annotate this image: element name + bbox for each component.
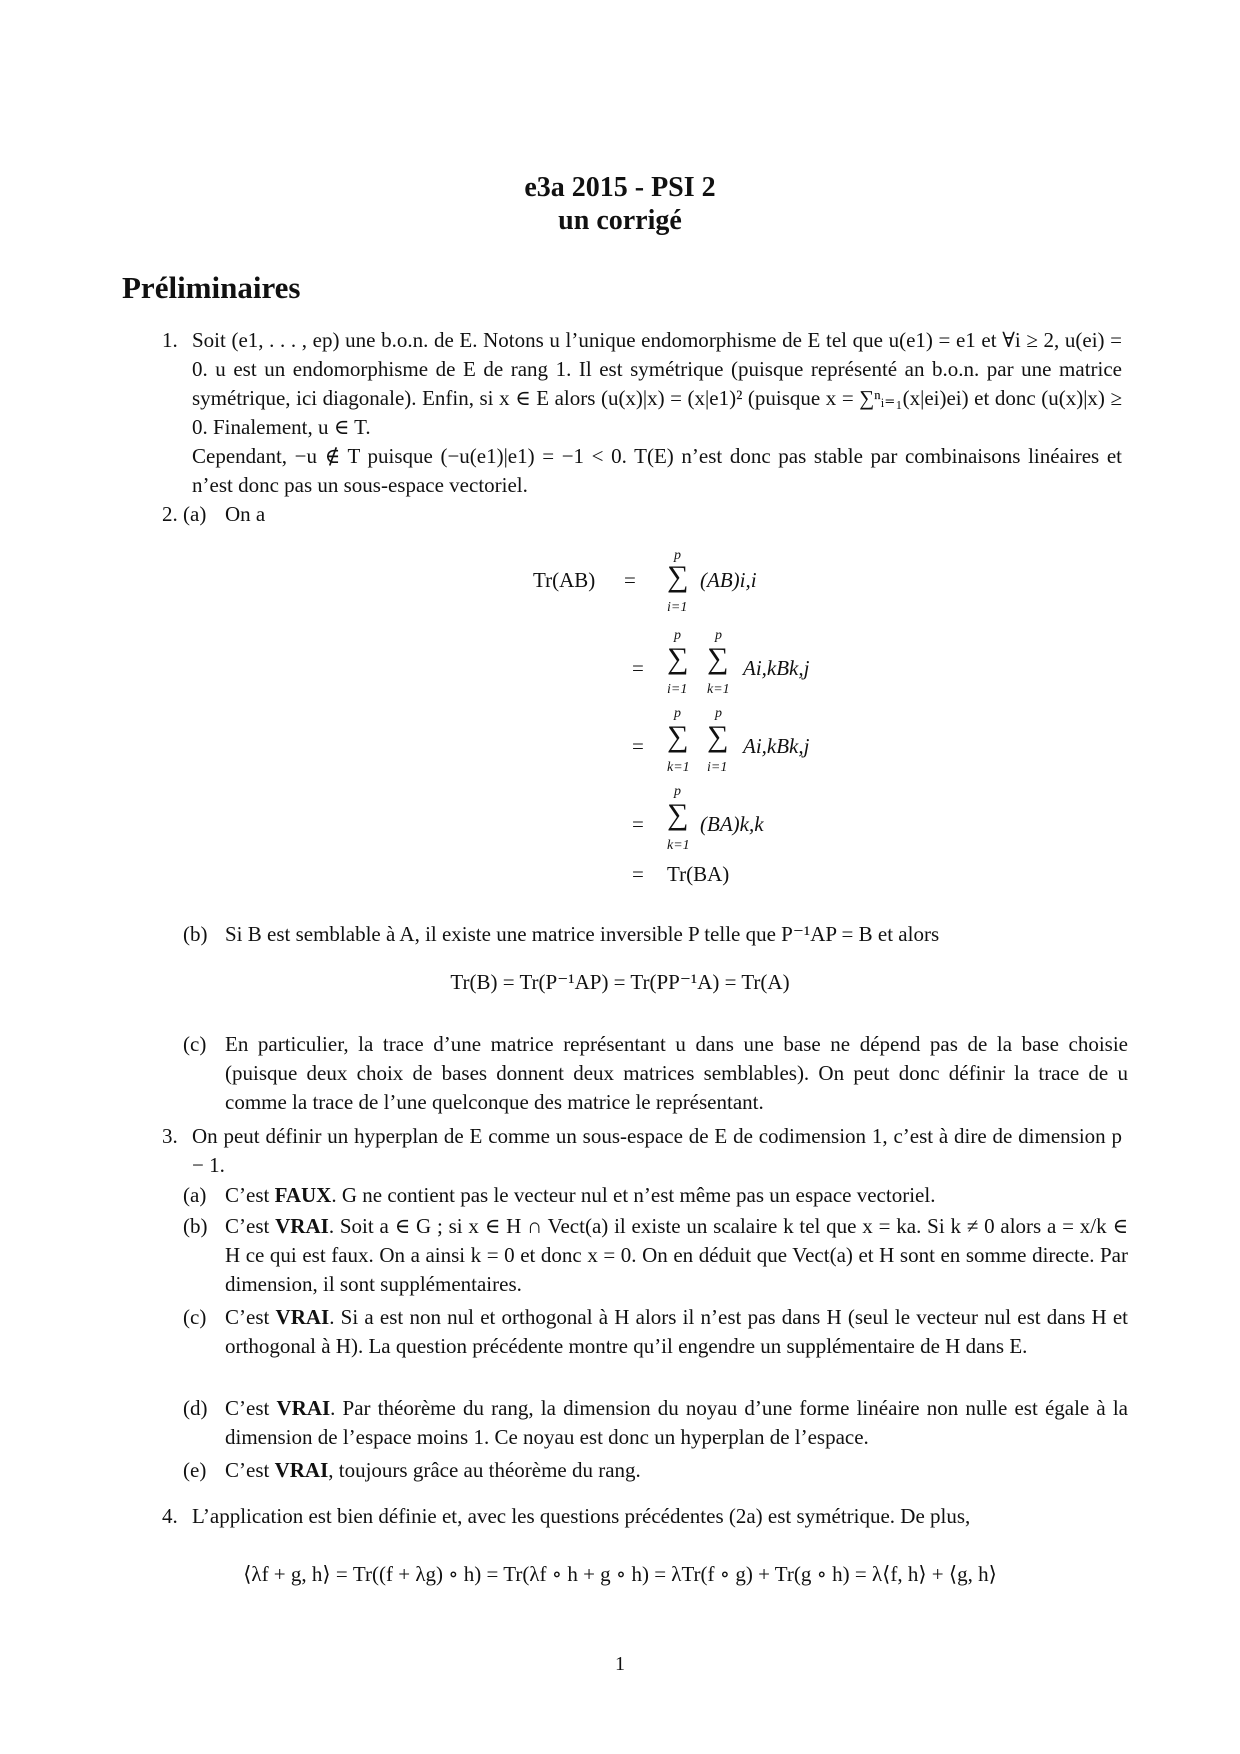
sum-lower: i=1 bbox=[667, 682, 688, 697]
sum-symbol: ∑ bbox=[667, 642, 689, 675]
question-3 bbox=[162, 1122, 1122, 1180]
question-2c bbox=[183, 1030, 1128, 1117]
question-3c-text: . Si a est non nul et orthogonal à H alors il n’est pas dans H (seul le vecteur nul est dans H et orthogonal à H). La question précédente montre qu’il engendre un supplémentaire de H dans E. bbox=[225, 1305, 1129, 1358]
question-3e bbox=[183, 1456, 1128, 1485]
section-title: Préliminaires bbox=[122, 270, 301, 305]
sum-upper: p bbox=[674, 548, 681, 563]
sub-label: (b) bbox=[183, 1214, 208, 1238]
question-3a-text: . G ne contient pas le vecteur nul et n’est même pas un espace vectoriel. bbox=[331, 1183, 936, 1207]
question-4 bbox=[162, 1502, 1122, 1531]
sub-label: (a) bbox=[183, 1183, 207, 1207]
question-2a-text: On a bbox=[225, 502, 266, 526]
question-3a bbox=[183, 1181, 1128, 1210]
question-3c bbox=[183, 1303, 1128, 1361]
answer-verdict: FAUX bbox=[274, 1183, 332, 1207]
answer-verdict: VRAI bbox=[275, 1214, 329, 1238]
eq-row-2: Ai,kBk,j bbox=[743, 656, 810, 680]
sub-label: (a) bbox=[183, 502, 207, 526]
question-2b-text: Si B est semblable à A, il existe une matrice inversible P telle que P⁻¹AP = B et alors bbox=[225, 922, 940, 946]
answer-prefix: C’est bbox=[225, 1183, 275, 1207]
eq-row-1: (AB)i,i bbox=[700, 568, 757, 592]
sub-label: (e) bbox=[183, 1458, 207, 1482]
sum-symbol: ∑ bbox=[667, 798, 689, 831]
answer-prefix: C’est bbox=[225, 1396, 277, 1420]
eq-row-3: Ai,kBk,j bbox=[743, 734, 810, 758]
question-2c-text: En particulier, la trace d’une matrice représentant u dans une base ne dépend pas de la base choisie (puisque deux choix de bases donnent deux matrices semblables). On peut donc définir la trace de u comme la trace de l’une quelconque des matrice le représentant. bbox=[225, 1032, 1128, 1114]
question-2a bbox=[183, 500, 1128, 529]
sum-lower: k=1 bbox=[667, 760, 690, 775]
sub-label: (b) bbox=[183, 922, 208, 946]
question-3-text: On peut définir un hyperplan de E comme un sous-espace de E de codimension 1, c’est à dire de dimension p − 1. bbox=[192, 1124, 1122, 1177]
question-2b bbox=[183, 920, 1128, 949]
question-3b bbox=[183, 1212, 1128, 1299]
question-3d-text: . Par théorème du rang, la dimension du noyau d’une forme linéaire non nulle est égale à la dimension de l’espace moins 1. Ce noyau est donc un hyperplan de l’espace. bbox=[225, 1396, 1129, 1449]
question-1 bbox=[162, 326, 1122, 500]
eq-sign: = bbox=[632, 862, 644, 886]
question-3b-text: . Soit a ∈ G ; si x ∈ H ∩ Vect(a) il existe un scalaire k tel que x = ka. Si k ≠ 0 alors a = x/k ∈ H ce qui est faux. On a ainsi k = 0 et donc x = 0. On en déduit que Vect(a) et H sont en somme directe. Par dimension, il sont supplémentaires. bbox=[225, 1214, 1128, 1296]
question-number: 1. bbox=[162, 328, 178, 352]
eq-sign: = bbox=[624, 568, 636, 592]
sum-lower: k=1 bbox=[667, 838, 690, 853]
eq-row-4: (BA)k,k bbox=[700, 812, 764, 836]
sum-symbol: ∑ bbox=[707, 642, 729, 675]
similarity-equation: Tr(B) = Tr(P⁻¹AP) = Tr(PP⁻¹A) = Tr(A) bbox=[450, 970, 790, 994]
question-3e-text: , toujours grâce au théorème du rang. bbox=[328, 1458, 641, 1482]
question-3d bbox=[183, 1394, 1128, 1452]
sum-upper: p bbox=[715, 628, 722, 643]
question-1-text-2: Cependant, −u ∉ T puisque (−u(e1)|e1) = −1 < 0. T(E) n’est donc pas stable par combinaisons linéaires et n’est donc pas un sous-espace vectoriel. bbox=[192, 444, 1122, 497]
answer-verdict: VRAI bbox=[274, 1458, 329, 1482]
sum-symbol: ∑ bbox=[667, 560, 689, 593]
sum-lower: k=1 bbox=[707, 682, 730, 697]
sum-lower: i=1 bbox=[667, 600, 688, 615]
scalar-product-equation: ⟨λf + g, h⟩ = Tr((f + λg) ∘ h) = Tr(λf ∘ h + g ∘ h) = λTr(f ∘ g) + Tr(g ∘ h) = λ⟨f, h⟩ + ⟨g, h⟩ bbox=[243, 1562, 997, 1586]
answer-verdict: VRAI bbox=[275, 1305, 330, 1329]
eq-sign: = bbox=[632, 734, 644, 758]
sum-symbol: ∑ bbox=[667, 720, 689, 753]
eq-lhs: Tr(AB) bbox=[533, 568, 596, 592]
sub-label: (c) bbox=[183, 1032, 207, 1056]
sum-upper: p bbox=[715, 706, 722, 721]
sum-upper: p bbox=[674, 706, 681, 721]
answer-verdict: VRAI bbox=[276, 1396, 331, 1420]
sum-upper: p bbox=[674, 628, 681, 643]
document-title: e3a 2015 - PSI 2 bbox=[524, 172, 716, 203]
eq-sign: = bbox=[632, 812, 644, 836]
answer-prefix: C’est bbox=[225, 1214, 276, 1238]
question-number: 2. bbox=[162, 502, 178, 526]
question-number: 4. bbox=[162, 1504, 178, 1528]
sum-lower: i=1 bbox=[707, 760, 728, 775]
eq-row-5: Tr(BA) bbox=[667, 862, 730, 886]
answer-prefix: C’est bbox=[225, 1458, 275, 1482]
answer-prefix: C’est bbox=[225, 1305, 276, 1329]
sub-label: (d) bbox=[183, 1396, 208, 1420]
question-number: 3. bbox=[162, 1124, 178, 1148]
sum-upper: p bbox=[674, 784, 681, 799]
sum-symbol: ∑ bbox=[707, 720, 729, 753]
sub-label: (c) bbox=[183, 1305, 207, 1329]
question-4-text: L’application est bien définie et, avec les questions précédentes (2a) est symétrique. De plus, bbox=[192, 1504, 971, 1528]
question-1-text: Soit (e1, . . . , ep) une b.o.n. de E. Notons u l’unique endomorphisme de E tel que u(e1) = e1 et ∀i ≥ 2, u(ei) = 0. u est un endomorphisme de E de rang 1. Il est symétrique (puisque représenté an b.o.n. par une matrice symétrique, ici diagonale). Enfin, si x ∈ E alors (u(x)|x) = (x|e1)² (puisque x = ∑ⁿᵢ₌₁(x|ei)ei) et donc (u(x)|x) ≥ 0. Finalement, u ∈ T. bbox=[192, 328, 1122, 439]
eq-sign: = bbox=[632, 656, 644, 680]
page-number: 1 bbox=[615, 1653, 625, 1675]
document-subtitle: un corrigé bbox=[558, 205, 682, 236]
